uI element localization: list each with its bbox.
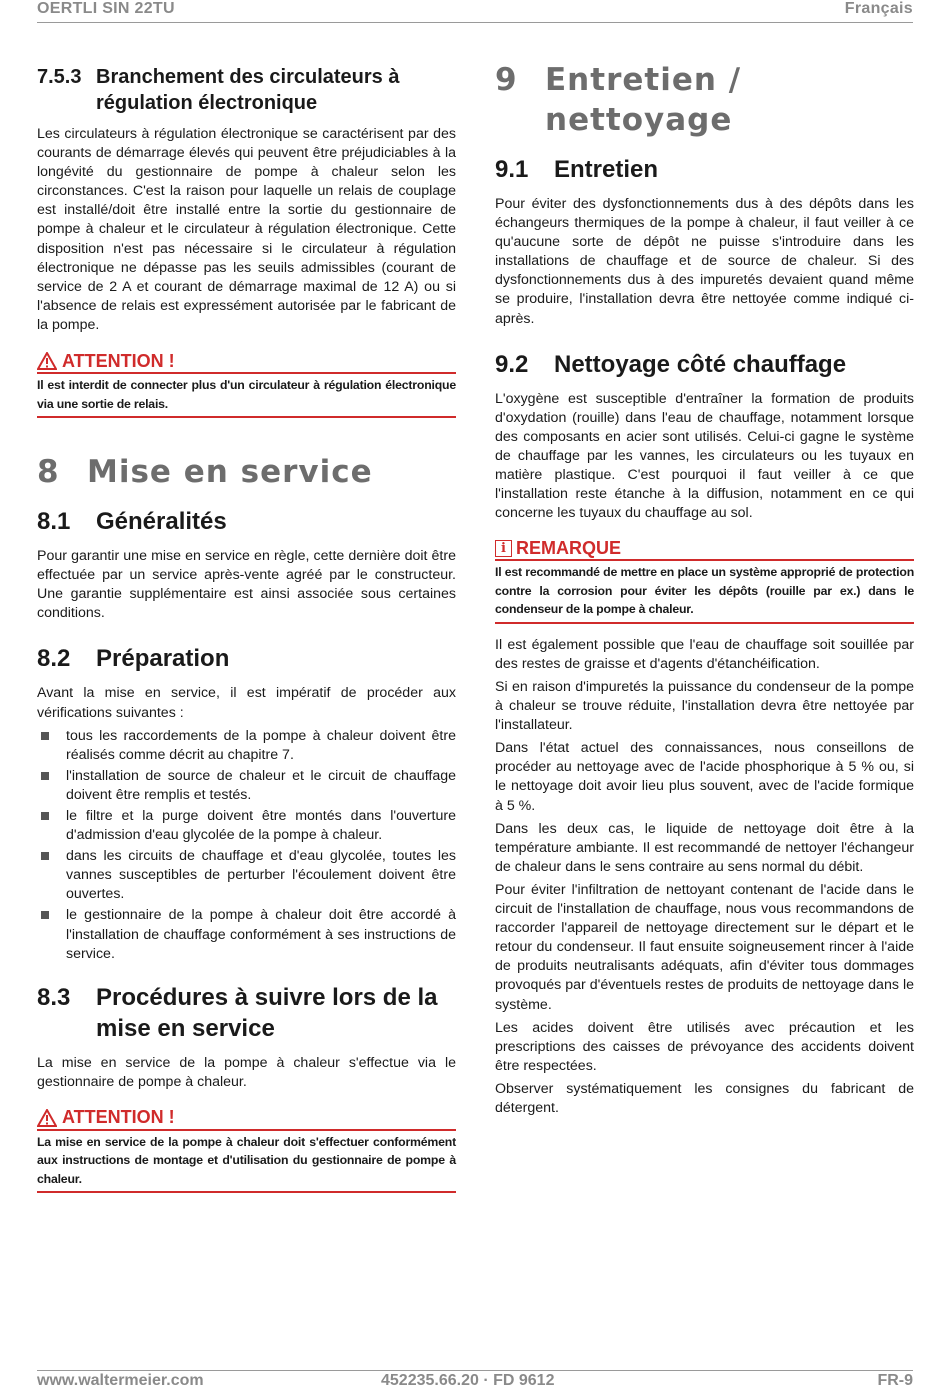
attention-title xyxy=(37,1107,456,1129)
website-link[interactable]: www.waltermeier.com xyxy=(37,1372,204,1389)
list-item: tous les raccordements de la pompe à chaleur doivent être réalisés comme décrit au chapitre 7. xyxy=(37,727,456,765)
section-9-1-heading xyxy=(495,154,914,185)
warning-icon xyxy=(37,1109,57,1127)
page-number: FR-9 xyxy=(877,1372,913,1389)
section-8-3-paragraph: La mise en service de la pompe à chaleur s'effectue via le gestionnaire de pompe à chaleur. xyxy=(37,1054,456,1090)
attention-box-commissioning xyxy=(37,1107,456,1194)
paragraph: Dans les deux cas, le liquide de nettoyage doit être à la température ambiante. Il est recommandé de nettoyer l'échangeur de chaleur dans le sens contraire au sens normal du débit. xyxy=(495,820,914,875)
section-title: Généralités xyxy=(96,508,227,536)
section-9-2-heading xyxy=(495,349,914,380)
checklist xyxy=(37,727,456,964)
attention-label: ATTENTION ! xyxy=(62,350,175,371)
paragraph: Observer systématiquement les consignes du fabricant de détergent. xyxy=(495,1080,914,1116)
chapter-number: 8 xyxy=(37,454,60,491)
paragraph: Dans l'état actuel des connaissances, nous conseillons de procéder au nettoyage avec de l'acide phosphorique à 5 % ou, si le nettoyage doit avoir lieu plus souvent, avec de l'acide formique à 5 %. xyxy=(495,740,914,814)
attention-text: La mise en service de la pompe à chaleur doit s'effectuer conformément aux instructions de montage et d'utilisation du gestionnaire de pompe à chaleur. xyxy=(37,1129,456,1194)
section-9-1-paragraph: Pour éviter des dysfonctionnements dus à des dépôts dans les échangeurs thermiques de la pompe à chaleur, il faut veiller à ce qu'aucune sorte de dépôt ne puisse s'introduire dans les installations de chauffage et de source de chaleur. Si des dysfonctionnements dus à des impuretés devaient quand même se produire, l'installation devra être nettoyée comme indiqué ci-après. xyxy=(495,196,914,327)
paragraph: Si en raison d'impuretés la puissance du condenseur de la pompe à chaleur se trouve réduite, l'installation devra être nettoyée par l'installateur. xyxy=(495,679,914,734)
list-item: dans les circuits de chauffage et d'eau glycolée, toutes les vannes susceptibles de perturber l'écoulement doivent être ouvertes. xyxy=(37,847,456,904)
left-column xyxy=(37,60,456,1193)
remarque-text: Il est recommandé de mettre en place un système approprié de protection contre la corrosion pour éviter les dépôts (rouille par ex.) dans le condenseur de la pompe à chaleur. xyxy=(495,559,914,624)
warning-icon xyxy=(37,352,57,370)
page-footer xyxy=(37,1370,913,1388)
bullet-icon xyxy=(41,852,49,860)
paragraph: Pour éviter l'infiltration de nettoyant contenant de l'acide dans le circuit de l'installation de chauffage, nous vous recommandons de raccorder l'appareil de nettoyage directement sur le départ et le retour du condenseur. Il faut ensuite soigneusement rincer à l'aide de produits neutralisants adéquats, afin d'éviter tous dommages provoqués par d'éventuels restes de produits de nettoyage dans le système. xyxy=(495,881,914,1013)
section-title: Préparation xyxy=(96,645,230,673)
bullet-icon xyxy=(41,732,49,740)
section-title: Nettoyage côté chauffage xyxy=(554,350,847,378)
section-title: Entretien xyxy=(554,156,659,183)
bullet-icon xyxy=(41,911,49,919)
section-number: 8.1 xyxy=(37,508,71,536)
bullet-icon xyxy=(41,812,49,820)
remarque-label: REMARQUE xyxy=(516,537,622,558)
attention-title xyxy=(37,350,456,372)
section-number: 7.5.3 xyxy=(37,66,82,88)
document-title: OERTLI SIN 22TU xyxy=(37,0,175,17)
remarque-title xyxy=(495,537,914,559)
section-9-2-paragraph: L'oxygène est susceptible d'entraîner la formation de produits d'oxydation (rouille) dans l'eau de chauffage, notamment lorsque des composants en acier sont utilisés. Celui-ci gagne le système de chauffage par les vannes, les circulateurs ou les tuyaux en matière plastique. C'est pourquoi il faut veiller à ce que l'installation reste étanche à la diffusion, notamment en ce qui concerne les tuyaux du chauffage au sol. xyxy=(495,390,914,522)
chapter-8-heading xyxy=(37,452,456,492)
section-number: 8.3 xyxy=(37,983,71,1011)
section-8-2-paragraph: Avant la mise en service, il est impératif de procéder aux vérifications suivantes : xyxy=(37,685,456,721)
chapter-number: 9 xyxy=(495,62,518,98)
section-number: 9.2 xyxy=(495,350,529,378)
list-item: le gestionnaire de la pompe à chaleur doit être accordé à l'installation de chauffage conformément à ses instructions de service. xyxy=(37,906,456,963)
bullet-icon xyxy=(41,772,49,780)
section-8-3-heading xyxy=(37,982,456,1044)
attention-text: Il est interdit de connecter plus d'un circulateur à régulation électronique via une sortie de relais. xyxy=(37,372,456,418)
section-7-5-3-paragraph: Les circulateurs à régulation électronique se caractérisent par des courants de démarrage élevés qui peuvent être préjudiciables à la longévité du gestionnaire de pompe à chaleur selon les circonstances. C'est la raison pour laquelle un relais de couplage est installé/doit être installé entre la sortie du gestionnaire de pompe à chaleur et le circulateur à régulation électronique. Cette disposition n'est pas nécessaire si le circulateur à régulation électronique ne dépasse pas les seuils admissibles (courant de service de 2 A et courant de démarrage maximal de 12 A) ou si l'absence de relais est expressément autorisée par le fabricant de la pompe. xyxy=(37,126,456,333)
attention-label: ATTENTION ! xyxy=(62,1107,175,1128)
section-number: 8.2 xyxy=(37,645,71,673)
right-column xyxy=(495,60,914,1122)
list-item: l'installation de source de chaleur et le circuit de chauffage doivent être remplis et testés. xyxy=(37,767,456,805)
info-icon: i xyxy=(495,540,512,557)
chapter-9-heading xyxy=(495,60,914,140)
document-reference: 452235.66.20 · FD 9612 xyxy=(381,1372,555,1389)
language-label: Français xyxy=(844,0,913,17)
section-title: Branchement des circulateurs à régulation électronique xyxy=(96,66,400,114)
attention-box-relay xyxy=(37,350,456,418)
section-8-1-paragraph: Pour garantir une mise en service en règle, cette dernière doit être effectuée par un service après-vente agréé par le constructeur. Une garantie supplémentaire est ainsi associée sous certaines conditions. xyxy=(37,548,456,622)
chapter-title: Entretien / nettoyage xyxy=(545,62,742,138)
section-8-2-heading xyxy=(37,643,456,674)
list-item: le filtre et la purge doivent être montés dans l'ouverture d'admission d'eau glycolée de la pompe à chaleur. xyxy=(37,807,456,845)
section-7-5-3-heading xyxy=(37,64,456,116)
section-8-1-heading xyxy=(37,506,456,537)
section-number: 9.1 xyxy=(495,156,529,183)
page-header xyxy=(37,0,913,23)
paragraph: Les acides doivent être utilisés avec précaution et les prescriptions des caisses de prévoyance des accidents doivent être respectées. xyxy=(495,1019,914,1074)
chapter-title: Mise en service xyxy=(87,454,373,491)
section-title: Procédures à suivre lors de la mise en service xyxy=(96,983,438,1042)
remarque-box xyxy=(495,537,914,624)
paragraph: Il est également possible que l'eau de chauffage soit souillée par des restes de graisse et d'agents d'étanchéification. xyxy=(495,636,914,672)
